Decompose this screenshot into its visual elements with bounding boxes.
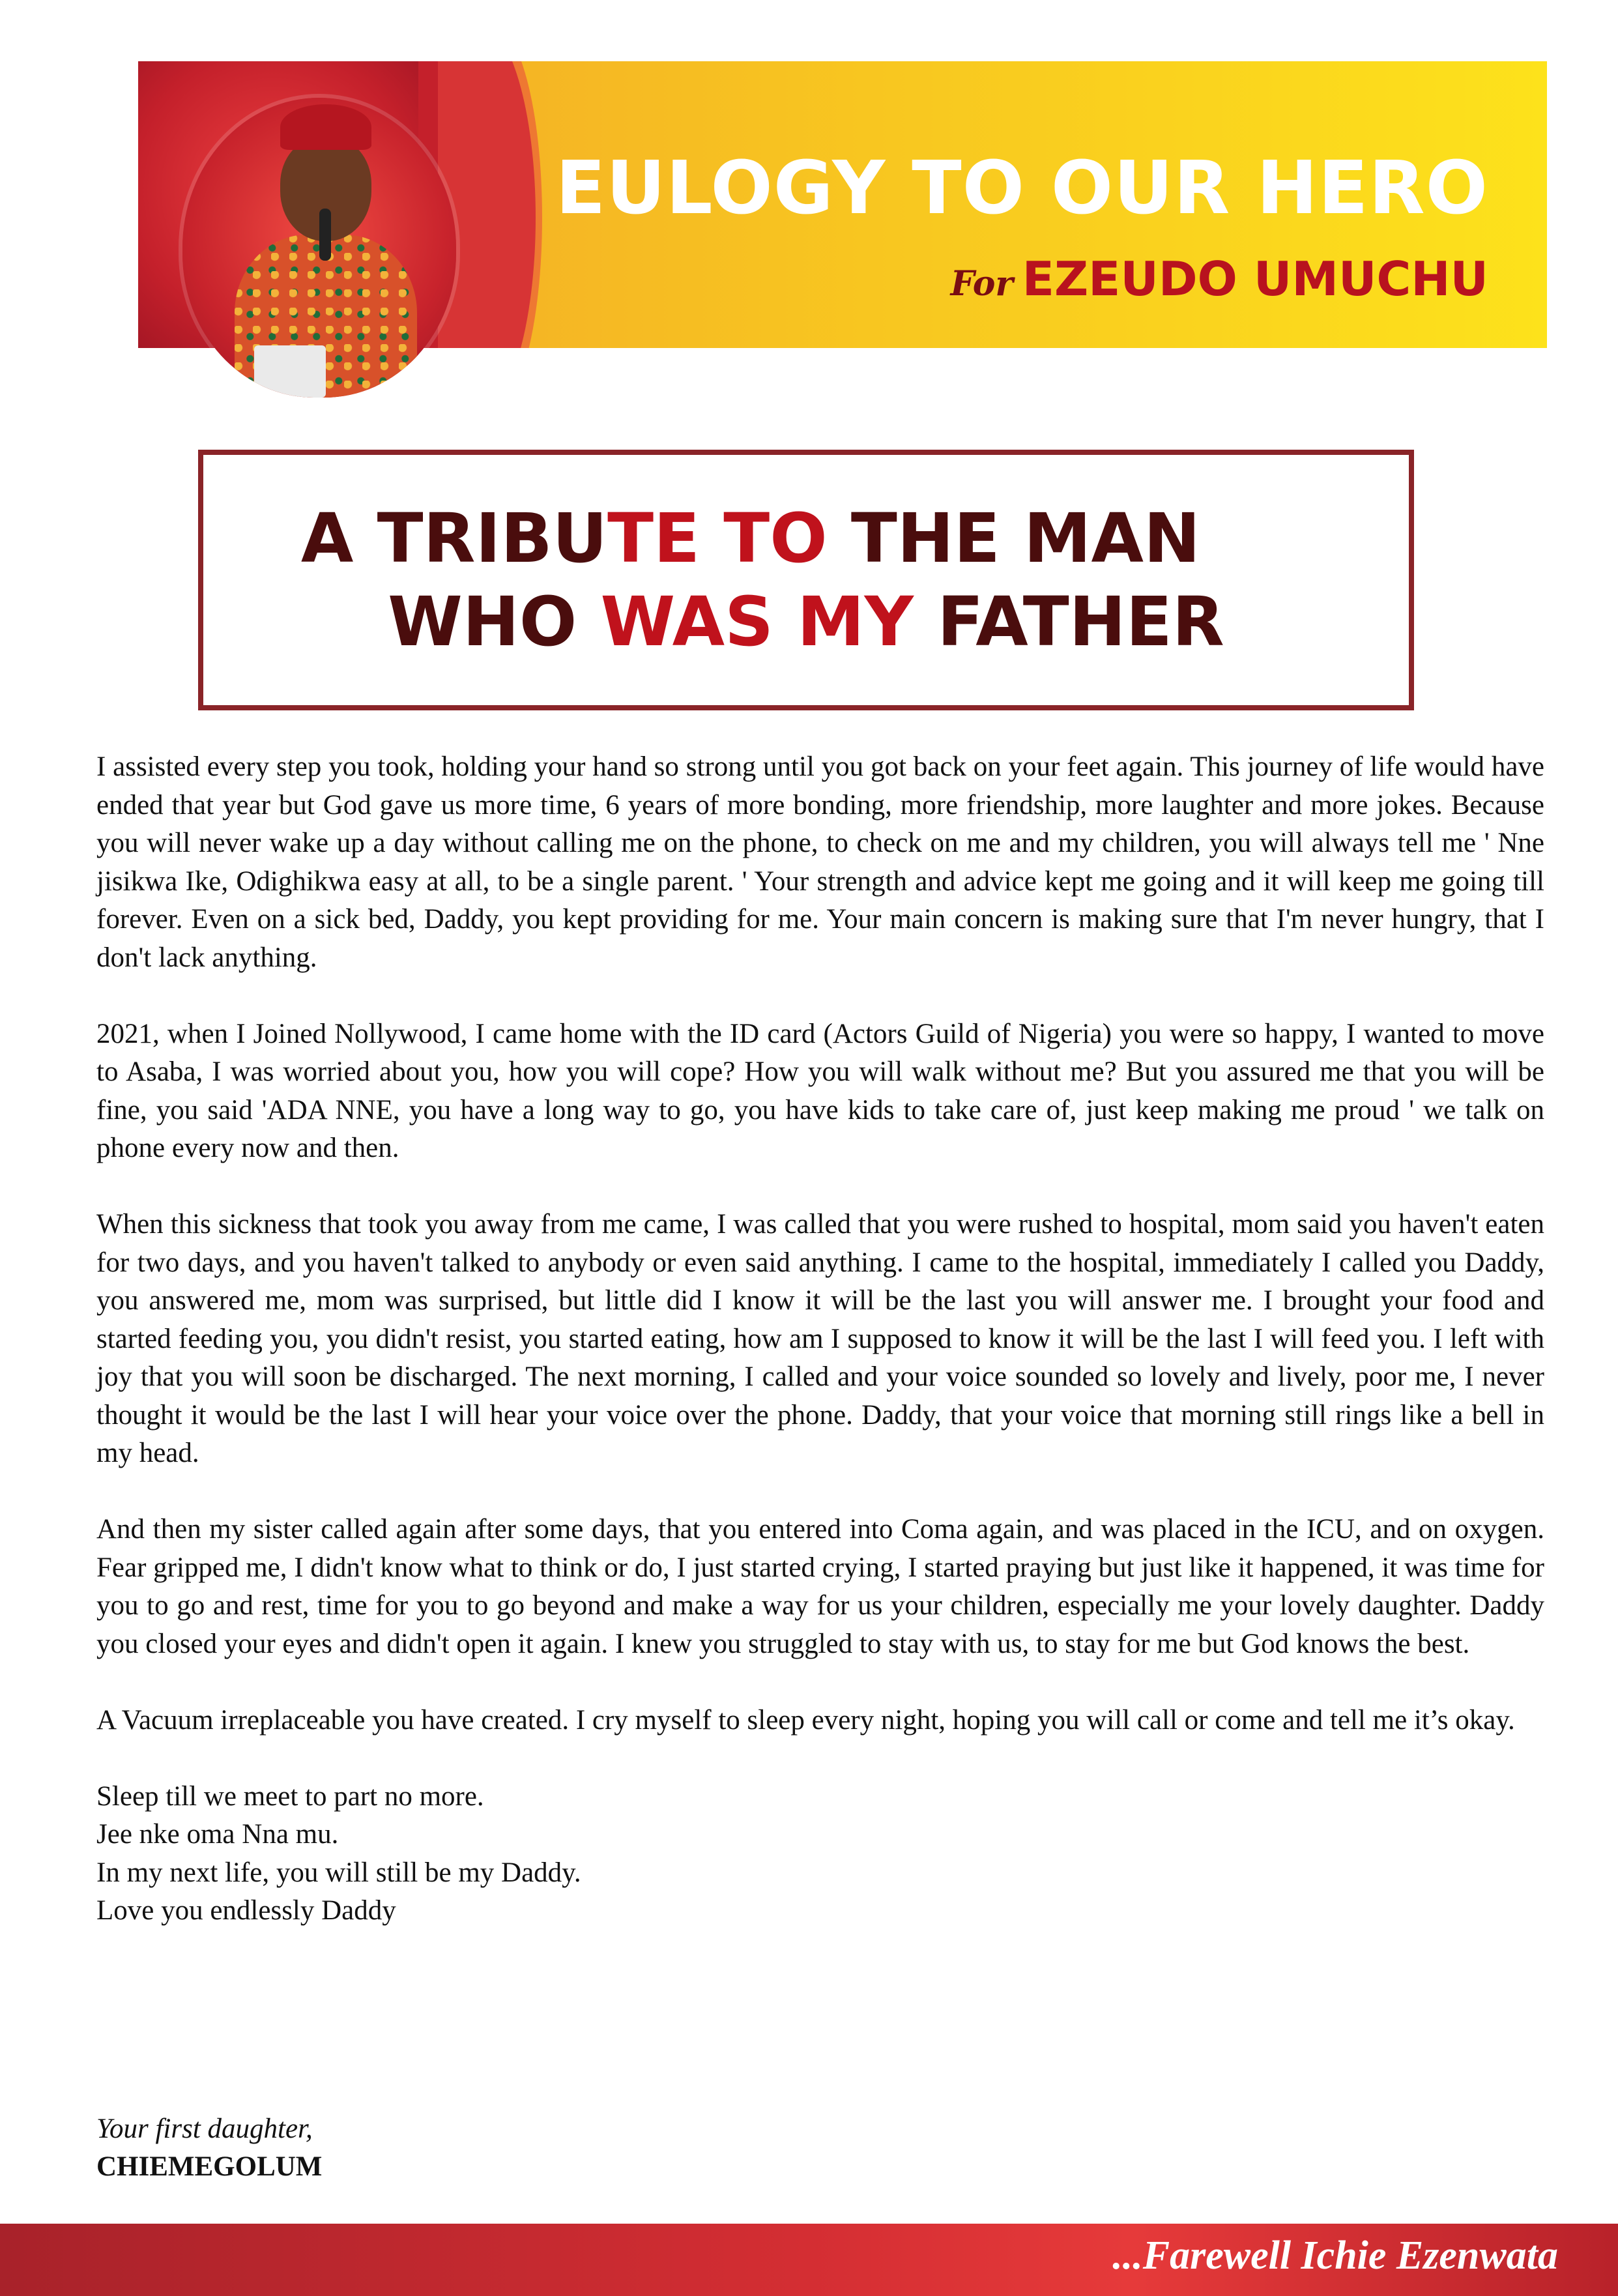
paragraph-5: A Vacuum irreplaceable you have created. I cry myself to sleep every night, hoping you will call or come and tell me it’s okay. — [96, 1704, 1515, 1736]
paragraph-1: I assisted every step you took, holding your hand so strong until you got back on your feet again. This journey of life would have ended that year but God gave us more time, 6 years of more bonding, more friendship, more laughter and more jokes. Because you will never wake up a day without calling me on the phone, to check on me and my children, you will always tell me ' Nne jisikwa Ike, Odighikwa easy at all, to be a single parent. ' Your strength and advice kept me going and it will keep me going till forever. Even on a sick bed, Daddy, you kept providing for me. Your main concern is making sure that I'm never hungry, that I don't lack anything. — [96, 751, 1544, 973]
portrait-photo — [182, 98, 456, 398]
portrait-badge — [254, 345, 326, 398]
banner-curve-highlight — [438, 61, 542, 348]
footer-farewell-text: ...Farewell Ichie Ezenwata — [1112, 2233, 1558, 2278]
closing-line: Jee nke oma Nna mu. — [96, 1819, 339, 1850]
closing-line: In my next life, you will still be my Daddy. — [96, 1857, 581, 1888]
closing-line: Love you endlessly Daddy — [96, 1895, 396, 1926]
paragraph-4: And then my sister called again after some days, that you entered into Coma again, and was placed in the ICU, and on oxygen. Fear gripped me, I didn't know what to think or do, I just started crying, I started praying but just like it happened, it was time for you to go and rest, time for you to go beyond and make a way for us your children, especially me your lovely daughter. Daddy you closed your eyes and didn't open it again. I knew you struggled to stay with us, to stay for me but God knows the best. — [96, 1514, 1544, 1659]
portrait-red-cap — [280, 104, 371, 150]
closing-line: Sleep till we meet to part no more. — [96, 1780, 484, 1812]
banner-subtitle — [951, 252, 1488, 306]
tribute-body — [96, 748, 1544, 1930]
microphone-icon — [319, 209, 331, 261]
paragraph-3: When this sickness that took you away from me came, I was called that you were rushed to hospital, mom said you haven't eaten for two days, and you haven't talked to anybody or even said anything. I came to the hospital, immediately I called you Daddy, you answered me, mom was surprised, but little did I know it will be the last you will answer me. I brought your food and started feeding you, you didn't resist, you started eating, how am I supposed to know it will be the last I will feed you. I left with joy that you will soon be discharged. The next morning, I called and your voice sounded so lovely and lively, poor me, I never thought it would be the last I will hear your voice over the phone. Daddy, that your voice that morning still rings like a bell in my head. — [96, 1209, 1544, 1468]
signature-line: Your first daughter, — [96, 2114, 313, 2144]
footer-bar — [0, 2224, 1618, 2296]
banner-title: EULOGY TO OUR HERO — [555, 146, 1488, 231]
title-segment: A TRIBU — [300, 499, 608, 578]
tribute-title-line-2 — [388, 580, 1224, 663]
honoree-name: EZEUDO UMUCHU — [1022, 252, 1488, 306]
title-highlight: WAS MY — [600, 582, 914, 661]
for-label: For — [950, 264, 1013, 304]
signature-name: CHIEMEGOLUM — [96, 2151, 323, 2182]
title-highlight: TE TO — [607, 499, 828, 578]
signature-block — [96, 2110, 322, 2186]
tribute-title-box — [198, 450, 1414, 710]
closing-lines — [96, 1778, 1544, 1930]
title-segment: THE MAN — [827, 499, 1201, 578]
paragraph-2: 2021, when I Joined Nollywood, I came home with the ID card (Actors Guild of Nigeria) you were so happy, I wanted to move to Asaba, I was worried about you, how you will cope? How you will walk without me? But you assured me that you will be fine, you said 'ADA NNE, you have a long way to go, you have kids to take care of, just keep making me proud ' we talk on phone every now and then. — [96, 1018, 1544, 1163]
tribute-title-line-1 — [301, 497, 1200, 580]
title-segment: WHO — [388, 582, 601, 661]
title-segment: FATHER — [913, 582, 1224, 661]
